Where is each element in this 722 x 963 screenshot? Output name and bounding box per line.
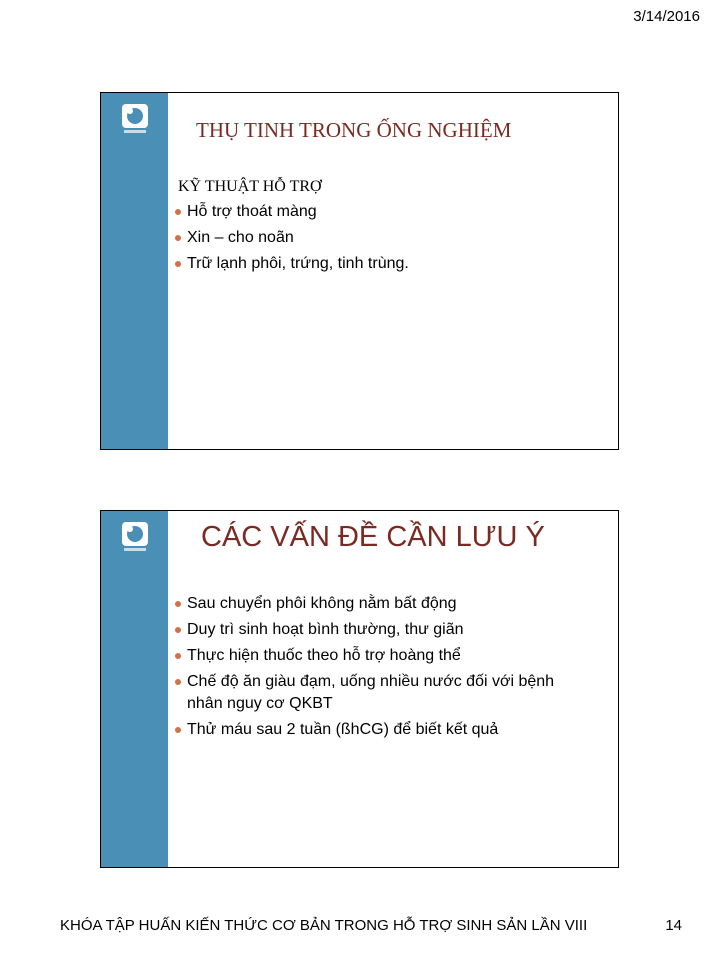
slide-side-band <box>101 93 168 449</box>
slide-1 <box>100 92 619 450</box>
slide-2 <box>100 510 619 868</box>
slide-subtitle: KỸ THUẬT HỖ TRỢ <box>178 178 322 195</box>
list-item: Chế độ ăn giàu đạm, uống nhiều nước đối với bệnh nhân nguy cơ QKBT <box>173 671 567 715</box>
footer-text: KHÓA TẬP HUẤN KIẾN THỨC CƠ BẢN TRONG HỖ TRỢ SINH SẢN LẦN VIII <box>60 917 588 934</box>
slide-title: THỤ TINH TRONG ỐNG NGHIỆM <box>196 118 512 142</box>
list-item: Xin – cho noãn <box>173 227 409 249</box>
clinic-logo-icon <box>121 521 149 553</box>
bullet-list <box>173 201 409 279</box>
slide-side-band <box>101 511 168 867</box>
list-item: Duy trì sinh hoạt bình thường, thư giãn <box>173 619 573 641</box>
print-date: 3/14/2016 <box>633 8 700 25</box>
clinic-logo-icon <box>121 103 149 135</box>
bullet-list <box>173 593 573 745</box>
list-item: Sau chuyển phôi không nằm bất động <box>173 593 573 615</box>
slide-title: CÁC VẤN ĐỀ CẦN LƯU Ý <box>201 521 545 553</box>
page-number: 14 <box>665 917 682 934</box>
list-item: Hỗ trợ thoát màng <box>173 201 409 223</box>
list-item: Thực hiện thuốc theo hỗ trợ hoàng thể <box>173 645 573 667</box>
list-item: Thử máu sau 2 tuần (ßhCG) để biết kết quả <box>173 719 573 741</box>
list-item: Trữ lạnh phôi, trứng, tinh trùng. <box>173 253 409 275</box>
